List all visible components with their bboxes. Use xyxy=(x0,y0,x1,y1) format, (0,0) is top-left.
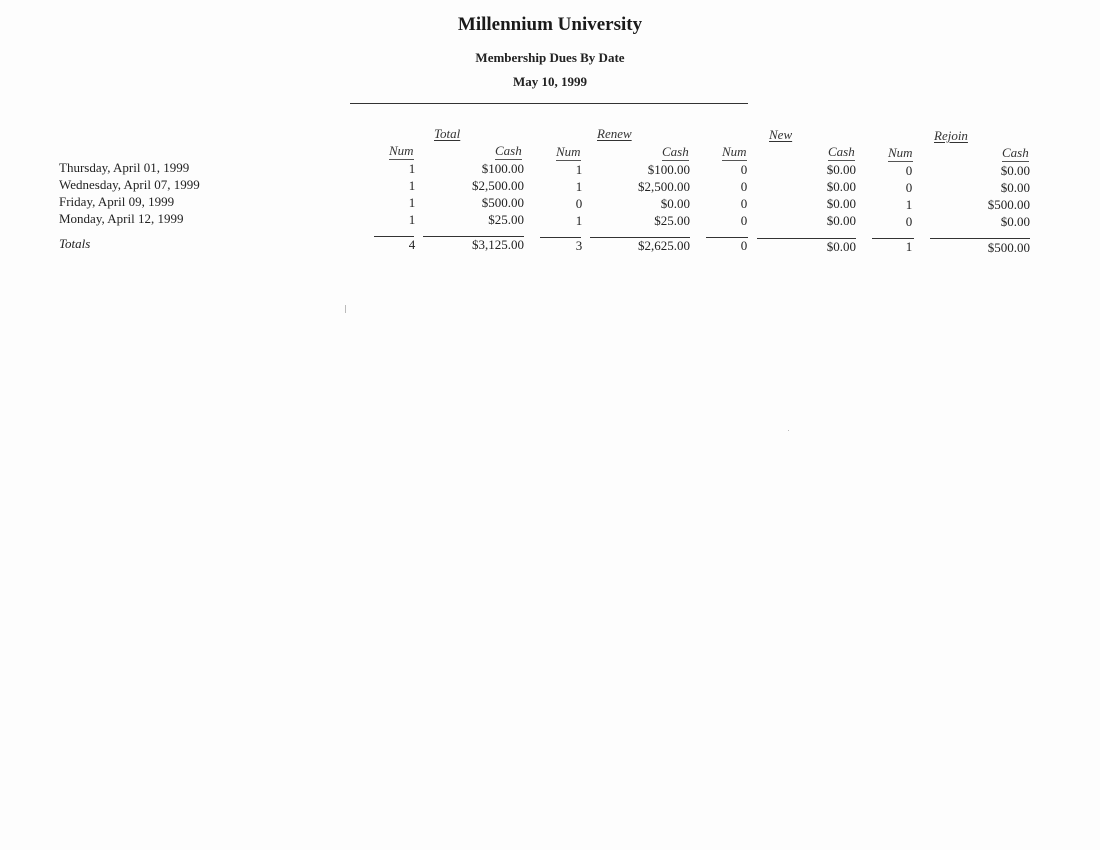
cell-renew-cash: $2,500.00 xyxy=(638,179,690,194)
cell-total-num: 1 xyxy=(408,212,416,227)
row-date-label: Thursday, April 01, 1999 xyxy=(59,160,190,175)
cell-rejoin-cash: $0.00 xyxy=(1000,214,1030,229)
totals-renew-cash: $2,625.00 xyxy=(638,238,690,253)
group-label-new: New xyxy=(769,127,793,142)
report-subtitle: Membership Dues By Date xyxy=(475,50,625,65)
col-header-new-cash: Cash xyxy=(828,144,855,159)
cell-total-cash: $100.00 xyxy=(481,161,524,176)
cell-rejoin-num: 0 xyxy=(905,163,913,178)
scan-artifact xyxy=(788,430,789,431)
totals-new-cash: $0.00 xyxy=(826,239,856,254)
cell-new-cash: $0.00 xyxy=(826,179,856,194)
header-rule xyxy=(350,103,748,104)
cell-rejoin-cash: $0.00 xyxy=(1000,163,1030,178)
totals-rejoin-cash: $500.00 xyxy=(987,240,1030,255)
totals-rejoin-num: 1 xyxy=(905,239,913,254)
report-date: May 10, 1999 xyxy=(512,74,588,89)
col-header-total-cash: Cash xyxy=(495,143,522,158)
cell-new-cash: $0.00 xyxy=(826,196,856,211)
cell-renew-cash: $0.00 xyxy=(660,196,690,211)
cell-rejoin-num: 0 xyxy=(905,214,913,229)
col-header-total-num: Num xyxy=(389,143,414,158)
row-date-label: Friday, April 09, 1999 xyxy=(59,194,175,209)
row-date-label: Wednesday, April 07, 1999 xyxy=(59,177,200,192)
cell-total-num: 1 xyxy=(408,178,416,193)
scan-artifact xyxy=(345,305,346,313)
group-label-total: Total xyxy=(434,126,461,141)
cell-new-num: 0 xyxy=(740,213,748,228)
cell-total-cash: $25.00 xyxy=(488,212,524,227)
cell-new-num: 0 xyxy=(740,162,748,177)
cell-total-num: 1 xyxy=(408,195,416,210)
cell-renew-num: 0 xyxy=(575,196,583,211)
totals-label: Totals xyxy=(59,236,91,251)
col-header-rejoin-cash: Cash xyxy=(1002,145,1029,160)
totals-total-num: 4 xyxy=(408,237,416,252)
group-label-rejoin: Rejoin xyxy=(934,128,968,143)
totals-new-num: 0 xyxy=(740,238,748,253)
cell-renew-num: 1 xyxy=(575,213,583,228)
col-header-renew-num: Num xyxy=(556,144,581,159)
cell-rejoin-num: 0 xyxy=(905,180,913,195)
cell-renew-cash: $100.00 xyxy=(647,162,690,177)
group-label-renew: Renew xyxy=(597,126,632,141)
totals-renew-num: 3 xyxy=(575,238,583,253)
cell-renew-cash: $25.00 xyxy=(654,213,690,228)
totals-total-cash: $3,125.00 xyxy=(472,237,524,252)
cell-rejoin-cash: $0.00 xyxy=(1000,180,1030,195)
cell-new-num: 0 xyxy=(740,196,748,211)
cell-renew-num: 1 xyxy=(575,162,583,177)
cell-rejoin-cash: $500.00 xyxy=(987,197,1030,212)
cell-new-cash: $0.00 xyxy=(826,213,856,228)
cell-rejoin-num: 1 xyxy=(905,197,913,212)
sum-rule-rejoin-cash xyxy=(930,238,1030,239)
col-header-rejoin-num: Num xyxy=(888,145,913,160)
row-date-label: Monday, April 12, 1999 xyxy=(59,211,184,226)
col-header-renew-cash: Cash xyxy=(662,144,689,159)
cell-new-cash: $0.00 xyxy=(826,162,856,177)
report-title: Millennium University xyxy=(457,14,643,35)
cell-renew-num: 1 xyxy=(575,179,583,194)
cell-new-num: 0 xyxy=(740,179,748,194)
cell-total-cash: $2,500.00 xyxy=(472,178,524,193)
cell-total-num: 1 xyxy=(408,161,416,176)
col-header-new-num: Num xyxy=(722,144,747,159)
cell-total-cash: $500.00 xyxy=(481,195,524,210)
